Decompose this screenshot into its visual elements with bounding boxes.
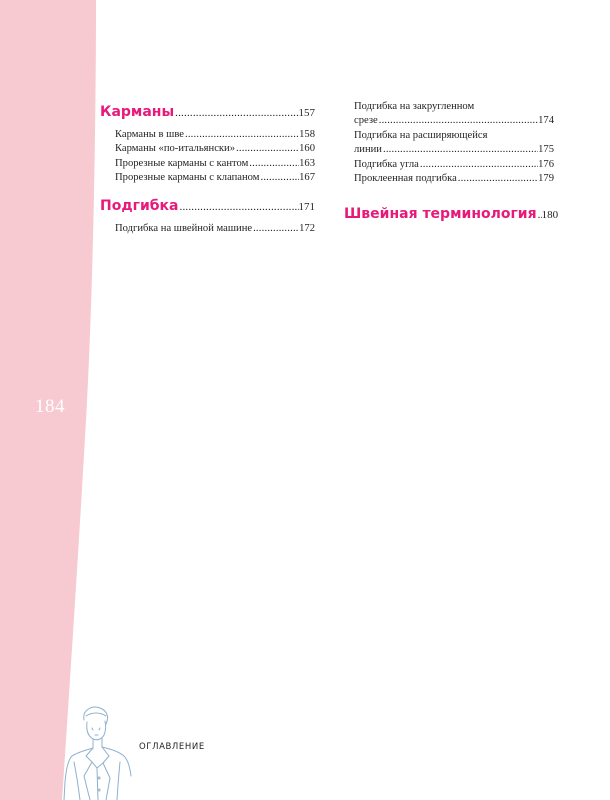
toc-entry-title: Подгибка угла — [354, 158, 419, 170]
toc-entry[interactable] — [100, 171, 315, 185]
toc-page-number: 179 — [538, 173, 554, 185]
fashion-figure-illustration-icon — [62, 706, 132, 800]
toc-page-number: 171 — [298, 200, 315, 213]
toc-entry[interactable] — [100, 142, 315, 156]
dot-leader — [236, 142, 299, 156]
toc-entry-multiline[interactable] — [344, 129, 554, 158]
dot-leader — [185, 128, 299, 142]
dot-leader — [180, 201, 299, 213]
toc-entry-title: Прорезные карманы с клапаном — [115, 172, 260, 184]
toc-page-number: 157 — [298, 107, 315, 119]
toc-left-column — [100, 104, 315, 236]
toc-page-number: 172 — [299, 222, 315, 234]
toc-entry[interactable] — [100, 157, 315, 171]
toc-entry[interactable] — [344, 172, 554, 186]
toc-section-terminology[interactable] — [344, 206, 559, 223]
toc-entry-title: Проклеенная подгибка — [354, 173, 457, 185]
toc-entry[interactable] — [344, 158, 554, 172]
toc-page-number: 180 — [541, 209, 559, 222]
toc-entry-title: Подгибка на швейной машине — [115, 222, 253, 234]
toc-page-number: 176 — [538, 158, 554, 170]
toc-page-number: 163 — [299, 157, 315, 169]
dot-leader — [249, 157, 299, 171]
toc-right-column — [344, 100, 559, 223]
toc-page-number: 167 — [299, 172, 315, 184]
toc-section-podgibka[interactable] — [100, 198, 315, 214]
toc-entry[interactable] — [100, 222, 315, 236]
page-number: 184 — [35, 396, 65, 417]
dot-leader — [253, 222, 299, 236]
toc-entry-title-line: линии — [354, 144, 382, 156]
dot-leader — [383, 143, 538, 157]
footer-section-label: ОГЛАВЛЕНИЕ — [139, 742, 205, 752]
toc-entry — [344, 114, 554, 128]
dot-leader — [458, 172, 538, 186]
toc-section-karmany[interactable] — [100, 104, 315, 120]
dot-leader — [379, 114, 538, 128]
toc-entry-title-line: Подгибка на закругленном — [354, 101, 475, 112]
toc-section-title: Швейная терминология — [344, 206, 537, 223]
toc-page-number: 160 — [299, 143, 315, 155]
toc-page-number: 158 — [299, 129, 315, 140]
toc-section-title: Подгибка — [100, 197, 179, 214]
toc-entry-title-line: Подгибка на расширяющейся — [354, 129, 488, 141]
dot-leader — [260, 171, 299, 185]
dot-leader — [175, 107, 298, 119]
toc-entry-title: Карманы в шве — [115, 129, 184, 140]
toc-page-number: 174 — [538, 115, 554, 127]
toc-page-number: 175 — [538, 144, 554, 156]
dot-leader — [420, 158, 538, 172]
toc-entry-title: Прорезные карманы с кантом — [115, 157, 249, 169]
toc-section-title: Карманы — [100, 104, 175, 120]
toc-entry-title-line: срезе — [354, 115, 378, 127]
toc-entry-title: Карманы «по-итальянски» — [115, 143, 236, 155]
toc-entry-multiline[interactable] — [344, 100, 554, 129]
toc-entry[interactable] — [100, 128, 315, 142]
toc-entry — [344, 143, 554, 157]
